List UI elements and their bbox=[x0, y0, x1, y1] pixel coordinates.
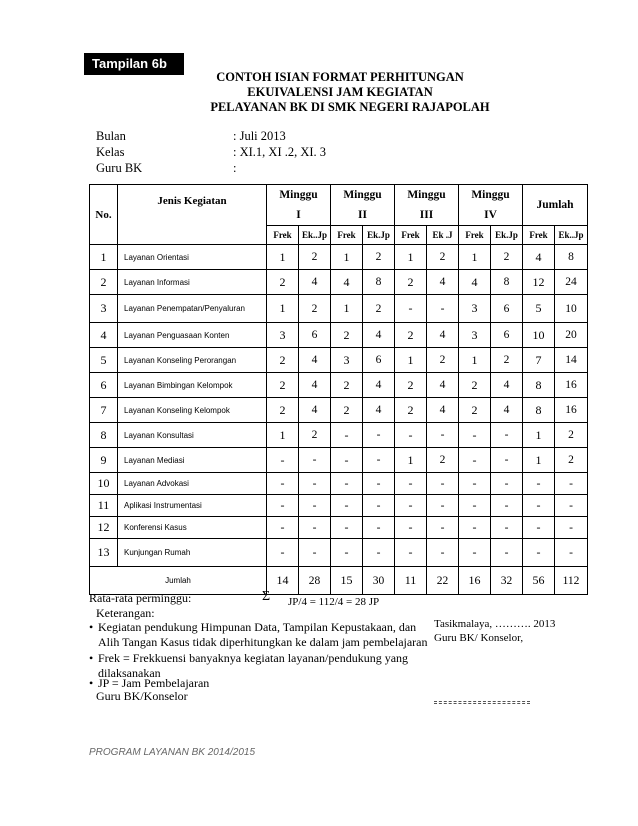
ekjp-cell: 4 bbox=[363, 373, 395, 398]
ekjp-cell: 16 bbox=[555, 373, 588, 398]
frek-cell: - bbox=[523, 473, 555, 495]
frek-cell: - bbox=[523, 517, 555, 539]
ekjp-cell: - bbox=[427, 295, 459, 323]
ekjp-cell: - bbox=[363, 448, 395, 473]
ekjp-cell: 4 bbox=[299, 348, 331, 373]
info-label: Guru BK bbox=[96, 161, 143, 175]
row-number: 10 bbox=[90, 473, 118, 495]
table-row bbox=[90, 539, 588, 567]
ekjp-cell: - bbox=[363, 495, 395, 517]
ekjp-cell: 4 bbox=[491, 373, 523, 398]
ekjp-cell: - bbox=[427, 495, 459, 517]
frek-cell: 2 bbox=[267, 348, 299, 373]
frek-cell: 1 bbox=[523, 423, 555, 448]
frek-cell: - bbox=[267, 539, 299, 567]
header-minggu-4: Minggu IV bbox=[459, 185, 523, 226]
subheader-cell: Frek bbox=[331, 226, 363, 245]
guru-bk-label: Guru BK/Konselor bbox=[96, 689, 188, 703]
ekjp-cell: 8 bbox=[363, 270, 395, 295]
info-label: Bulan bbox=[96, 129, 126, 143]
frek-cell: 2 bbox=[331, 398, 363, 423]
info-value: : XI.1, XI .2, XI. 3 bbox=[233, 145, 327, 159]
info-label: Kelas bbox=[96, 145, 125, 159]
frek-cell: 1 bbox=[267, 295, 299, 323]
frek-cell: - bbox=[267, 473, 299, 495]
note-item: • JP = Jam Pembelajaran bbox=[89, 676, 210, 690]
kegiatan-name: Layanan Penempatan/Penyaluran bbox=[118, 295, 267, 323]
total-cell: 30 bbox=[363, 567, 395, 595]
frek-cell: - bbox=[331, 423, 363, 448]
header-no: No. bbox=[90, 185, 118, 245]
frek-cell: 2 bbox=[267, 398, 299, 423]
ekjp-cell: 2 bbox=[427, 245, 459, 270]
table-row bbox=[90, 348, 588, 373]
subheader-cell: Ek..Jp bbox=[555, 226, 588, 245]
ekjp-cell: 20 bbox=[555, 323, 588, 348]
frek-cell: - bbox=[331, 473, 363, 495]
total-cell: 14 bbox=[267, 567, 299, 595]
frek-cell: 3 bbox=[459, 295, 491, 323]
frek-cell: - bbox=[395, 473, 427, 495]
ekjp-cell: - bbox=[491, 448, 523, 473]
frek-cell: 8 bbox=[523, 373, 555, 398]
total-cell: 28 bbox=[299, 567, 331, 595]
frek-cell: - bbox=[459, 423, 491, 448]
frek-cell: - bbox=[395, 517, 427, 539]
info-value: : Juli 2013 bbox=[233, 129, 286, 143]
total-cell: 22 bbox=[427, 567, 459, 595]
sign-role: Guru BK/ Konselor, bbox=[434, 632, 524, 644]
ekjp-cell: - bbox=[427, 539, 459, 567]
kegiatan-name: Layanan Informasi bbox=[118, 270, 267, 295]
frek-cell: 3 bbox=[267, 323, 299, 348]
ekjp-cell: - bbox=[491, 517, 523, 539]
frek-cell: - bbox=[523, 495, 555, 517]
ekjp-cell: 2 bbox=[363, 245, 395, 270]
signature-line bbox=[434, 701, 530, 702]
ekjp-cell: 2 bbox=[491, 348, 523, 373]
kegiatan-name: Layanan Penguasaan Konten bbox=[118, 323, 267, 348]
row-number: 4 bbox=[90, 323, 118, 348]
total-cell: 16 bbox=[459, 567, 491, 595]
ekjp-cell: 4 bbox=[427, 323, 459, 348]
frek-cell: - bbox=[395, 495, 427, 517]
table-row bbox=[90, 517, 588, 539]
table-row bbox=[90, 398, 588, 423]
kegiatan-name: Layanan Konseling Perorangan bbox=[118, 348, 267, 373]
total-cell: 11 bbox=[395, 567, 427, 595]
ekjp-cell: - bbox=[363, 517, 395, 539]
ekjp-cell: 2 bbox=[299, 423, 331, 448]
ekjp-cell: 2 bbox=[299, 295, 331, 323]
table-row bbox=[90, 270, 588, 295]
ekjp-cell: - bbox=[491, 539, 523, 567]
frek-cell: - bbox=[331, 448, 363, 473]
ekjp-cell: - bbox=[555, 473, 588, 495]
frek-cell: - bbox=[395, 295, 427, 323]
frek-cell: 2 bbox=[331, 373, 363, 398]
row-number: 13 bbox=[90, 539, 118, 567]
subheader-cell: Frek bbox=[267, 226, 299, 245]
header-minggu-2: Minggu II bbox=[331, 185, 395, 226]
subheader-cell: Frek bbox=[523, 226, 555, 245]
ekjp-cell: 8 bbox=[491, 270, 523, 295]
sign-place-date: Tasikmalaya, ………. 2013 bbox=[434, 618, 556, 630]
ekjp-cell: - bbox=[299, 448, 331, 473]
subheader-cell: Ek.Jp bbox=[491, 226, 523, 245]
total-cell: 56 bbox=[523, 567, 555, 595]
ekjp-cell: - bbox=[555, 495, 588, 517]
subheader-cell: Ek.Jp bbox=[363, 226, 395, 245]
frek-cell: - bbox=[459, 495, 491, 517]
appendix-tag: Tampilan 6b bbox=[84, 53, 184, 75]
frek-cell: 2 bbox=[331, 323, 363, 348]
frek-cell: 1 bbox=[267, 245, 299, 270]
ekjp-cell: 6 bbox=[299, 323, 331, 348]
ekjp-cell: 16 bbox=[555, 398, 588, 423]
frek-cell: 8 bbox=[523, 398, 555, 423]
total-cell: 15 bbox=[331, 567, 363, 595]
frek-cell: 1 bbox=[267, 423, 299, 448]
frek-cell: - bbox=[331, 495, 363, 517]
frek-cell: 1 bbox=[395, 245, 427, 270]
frek-cell: 2 bbox=[267, 373, 299, 398]
frek-cell: - bbox=[267, 448, 299, 473]
frek-cell: - bbox=[459, 473, 491, 495]
row-number: 12 bbox=[90, 517, 118, 539]
subheader-cell: Frek bbox=[395, 226, 427, 245]
kegiatan-name: Layanan Mediasi bbox=[118, 448, 267, 473]
total-label: Jumlah bbox=[90, 567, 267, 595]
frek-cell: 1 bbox=[523, 448, 555, 473]
frek-cell: 1 bbox=[331, 295, 363, 323]
header-jenis-kegiatan: Jenis Kegiatan bbox=[118, 185, 267, 245]
frek-cell: 4 bbox=[523, 245, 555, 270]
kegiatan-name: Konferensi Kasus bbox=[118, 517, 267, 539]
row-number: 11 bbox=[90, 495, 118, 517]
table-row bbox=[90, 323, 588, 348]
ekjp-cell: - bbox=[427, 473, 459, 495]
ekjp-cell: - bbox=[299, 517, 331, 539]
kegiatan-name: Aplikasi Instrumentasi bbox=[118, 495, 267, 517]
ekjp-cell: - bbox=[299, 495, 331, 517]
frek-cell: 2 bbox=[395, 323, 427, 348]
frek-cell: - bbox=[523, 539, 555, 567]
frek-cell: 1 bbox=[395, 448, 427, 473]
table-row bbox=[90, 448, 588, 473]
frek-cell: 2 bbox=[267, 270, 299, 295]
ekjp-cell: 8 bbox=[555, 245, 588, 270]
ekjp-cell: 6 bbox=[363, 348, 395, 373]
header-minggu-3: Minggu III bbox=[395, 185, 459, 226]
frek-cell: 2 bbox=[459, 398, 491, 423]
frek-cell: 12 bbox=[523, 270, 555, 295]
ekjp-cell: 4 bbox=[427, 270, 459, 295]
frek-cell: 2 bbox=[395, 398, 427, 423]
frek-cell: - bbox=[395, 539, 427, 567]
frek-cell: - bbox=[267, 517, 299, 539]
ekjp-cell: 14 bbox=[555, 348, 588, 373]
kegiatan-name: Layanan Advokasi bbox=[118, 473, 267, 495]
info-value: : bbox=[233, 161, 237, 175]
row-number: 3 bbox=[90, 295, 118, 323]
sigma-symbol: Σ bbox=[262, 589, 271, 604]
table-row bbox=[90, 495, 588, 517]
frek-cell: 3 bbox=[331, 348, 363, 373]
bullet-icon: • bbox=[89, 651, 94, 665]
row-number: 7 bbox=[90, 398, 118, 423]
ekjp-cell: - bbox=[491, 423, 523, 448]
frek-cell: - bbox=[267, 495, 299, 517]
row-number: 1 bbox=[90, 245, 118, 270]
table-row bbox=[90, 423, 588, 448]
frek-cell: - bbox=[395, 423, 427, 448]
bullet-icon: • bbox=[89, 676, 94, 690]
ekjp-cell: - bbox=[363, 539, 395, 567]
row-number: 9 bbox=[90, 448, 118, 473]
frek-cell: 2 bbox=[459, 373, 491, 398]
frek-cell: 1 bbox=[459, 245, 491, 270]
ekjp-cell: 4 bbox=[427, 398, 459, 423]
subheader-cell: Ek..Jp bbox=[299, 226, 331, 245]
table-row bbox=[90, 373, 588, 398]
ekjp-cell: 4 bbox=[363, 323, 395, 348]
frek-cell: 4 bbox=[459, 270, 491, 295]
row-number: 8 bbox=[90, 423, 118, 448]
title-line-3: PELAYANAN BK DI SMK NEGERI RAJAPOLAH bbox=[210, 100, 490, 114]
ekjp-cell: 6 bbox=[491, 295, 523, 323]
table-row bbox=[90, 295, 588, 323]
ekjp-cell: 2 bbox=[427, 348, 459, 373]
rata-rata-formula: JP/4 = 112/4 = 28 JP bbox=[288, 596, 380, 608]
ekjp-cell: - bbox=[555, 539, 588, 567]
frek-cell: - bbox=[459, 448, 491, 473]
frek-cell: 7 bbox=[523, 348, 555, 373]
frek-cell: 3 bbox=[459, 323, 491, 348]
ekjp-cell: 2 bbox=[555, 423, 588, 448]
frek-cell: - bbox=[459, 517, 491, 539]
ekjp-cell: 6 bbox=[491, 323, 523, 348]
row-number: 2 bbox=[90, 270, 118, 295]
footer-program: PROGRAM LAYANAN BK 2014/2015 bbox=[89, 747, 256, 758]
frek-cell: 10 bbox=[523, 323, 555, 348]
row-number: 6 bbox=[90, 373, 118, 398]
frek-cell: 1 bbox=[395, 348, 427, 373]
ekjp-cell: - bbox=[299, 539, 331, 567]
activity-table bbox=[89, 184, 588, 595]
frek-cell: 4 bbox=[331, 270, 363, 295]
ekjp-cell: 4 bbox=[299, 373, 331, 398]
keterangan-heading: Keterangan: bbox=[96, 606, 155, 620]
ekjp-cell: 2 bbox=[363, 295, 395, 323]
ekjp-cell: 4 bbox=[363, 398, 395, 423]
kegiatan-name: Layanan Bimbingan Kelompok bbox=[118, 373, 267, 398]
ekjp-cell: 2 bbox=[555, 448, 588, 473]
subheader-cell: Ek .J bbox=[427, 226, 459, 245]
total-cell: 112 bbox=[555, 567, 588, 595]
kegiatan-name: Layanan Orientasi bbox=[118, 245, 267, 270]
ekjp-cell: - bbox=[427, 517, 459, 539]
row-number: 5 bbox=[90, 348, 118, 373]
ekjp-cell: - bbox=[555, 517, 588, 539]
ekjp-cell: - bbox=[491, 473, 523, 495]
note-item: • Frek = Frekkuensi banyaknya kegiatan layanan/pendukung yang dilaksanakan bbox=[89, 651, 409, 680]
frek-cell: 5 bbox=[523, 295, 555, 323]
header-jumlah: Jumlah bbox=[523, 185, 588, 226]
table-row bbox=[90, 245, 588, 270]
ekjp-cell: 4 bbox=[427, 373, 459, 398]
ekjp-cell: 4 bbox=[299, 398, 331, 423]
frek-cell: - bbox=[331, 539, 363, 567]
ekjp-cell: - bbox=[363, 423, 395, 448]
ekjp-cell: 4 bbox=[299, 270, 331, 295]
kegiatan-name: Kunjungan Rumah bbox=[118, 539, 267, 567]
total-cell: 32 bbox=[491, 567, 523, 595]
kegiatan-name: Layanan Konseling Kelompok bbox=[118, 398, 267, 423]
frek-cell: 2 bbox=[395, 373, 427, 398]
title-line-1: CONTOH ISIAN FORMAT PERHITUNGAN bbox=[216, 70, 464, 84]
ekjp-cell: 2 bbox=[491, 245, 523, 270]
frek-cell: 2 bbox=[395, 270, 427, 295]
rata-rata-label: Rata-rata perminggu: bbox=[89, 591, 192, 605]
title-line-2: EKUIVALENSI JAM KEGIATAN bbox=[247, 85, 433, 99]
bullet-icon: • bbox=[89, 620, 94, 634]
ekjp-cell: 2 bbox=[299, 245, 331, 270]
ekjp-cell: 2 bbox=[427, 448, 459, 473]
frek-cell: - bbox=[331, 517, 363, 539]
frek-cell: 1 bbox=[331, 245, 363, 270]
header-minggu-1: Minggu I bbox=[267, 185, 331, 226]
ekjp-cell: - bbox=[491, 495, 523, 517]
subheader-cell: Frek bbox=[459, 226, 491, 245]
ekjp-cell: 24 bbox=[555, 270, 588, 295]
table-row bbox=[90, 473, 588, 495]
note-item: • Kegiatan pendukung Himpunan Data, Tampilan Kepustakaan, dan Alih Tangan Kasus tidak diperhitungkan ke dalam jam pembelajaran bbox=[89, 620, 428, 649]
ekjp-cell: - bbox=[299, 473, 331, 495]
ekjp-cell: - bbox=[363, 473, 395, 495]
ekjp-cell: 4 bbox=[491, 398, 523, 423]
frek-cell: - bbox=[459, 539, 491, 567]
signature-line bbox=[434, 703, 530, 704]
ekjp-cell: 10 bbox=[555, 295, 588, 323]
ekjp-cell: - bbox=[427, 423, 459, 448]
kegiatan-name: Layanan Konsultasi bbox=[118, 423, 267, 448]
frek-cell: 1 bbox=[459, 348, 491, 373]
